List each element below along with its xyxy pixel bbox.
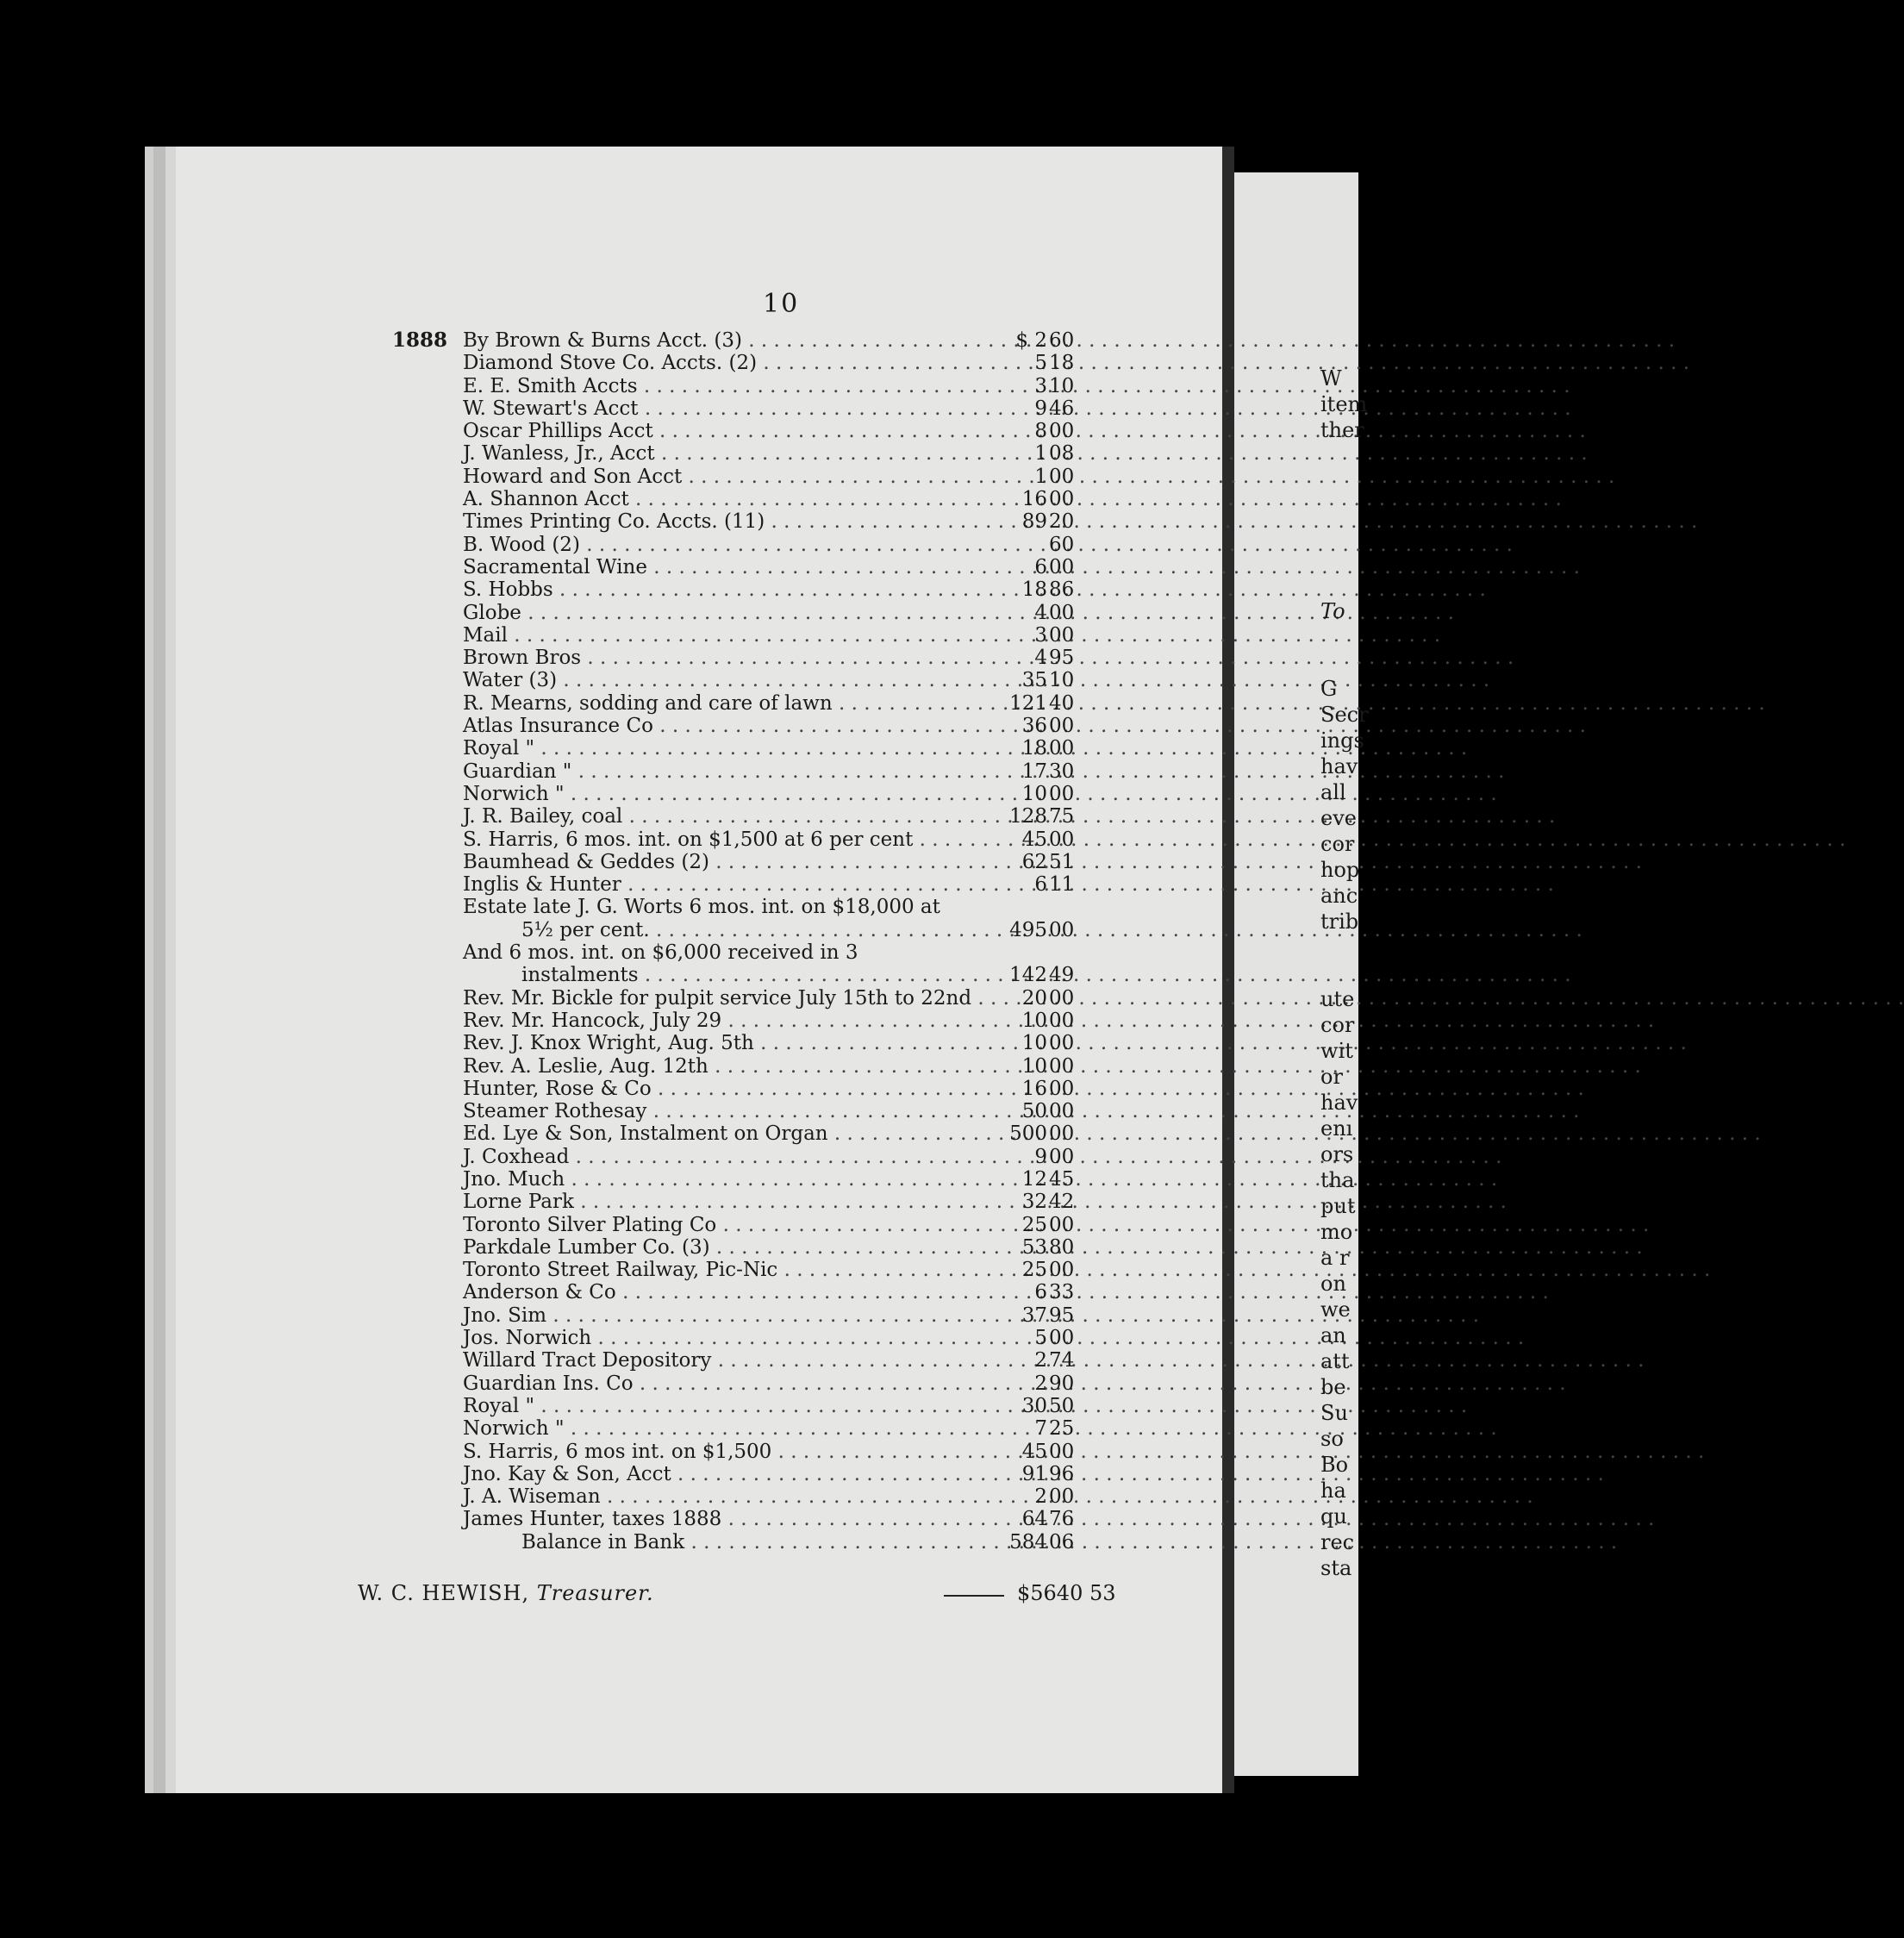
- ledger-item-name: James Hunter, taxes 1888 . . .: [463, 1508, 952, 1530]
- ledger-item-name: Times Printing Co. Accts. (11) . . .: [463, 510, 952, 533]
- ledger-row: [392, 1304, 1099, 1327]
- ledger-item-name: Atlas Insurance Co . . .: [463, 715, 952, 737]
- right-page-fragment: G: [1320, 677, 1338, 701]
- ledger-item-name: S. Harris, 6 mos. int. on $1,500 at 6 per cent . . .: [463, 828, 952, 851]
- ledger-item-name: A. Shannon Acct . . .: [463, 488, 952, 510]
- ledger-item-cents: 00: [1049, 1009, 1075, 1032]
- ledger-item-name: Water (3) . . .: [463, 669, 952, 691]
- ledger-item-cents: 00: [1049, 782, 1075, 805]
- ledger-item-dollars: 7: [1034, 1417, 1047, 1441]
- ledger-item-cents: 50: [1049, 1394, 1075, 1417]
- right-page-fragment: hop: [1320, 858, 1360, 882]
- right-page-fragment: Su: [1320, 1401, 1348, 1425]
- ledger-item-cents: 42: [1049, 1191, 1075, 1214]
- ledger-item-dollars: 89: [1021, 510, 1047, 534]
- ledger-row: [392, 1417, 1099, 1440]
- ledger-item-dollars: 6: [1034, 555, 1047, 578]
- ledger-item-dollars: 6: [1034, 873, 1047, 897]
- ledger-row: [392, 1259, 1099, 1281]
- ledger-item-name: Norwich " . . .: [463, 1417, 952, 1440]
- ledger-item-cents: 90: [1049, 1372, 1075, 1395]
- ledger-row: [392, 1485, 1099, 1508]
- ledger-item-name: Rev. Mr. Hancock, July 29 . . .: [463, 1010, 952, 1032]
- ledger-item-cents: 10: [1049, 669, 1075, 692]
- right-page-fragment: ute: [1320, 987, 1355, 1011]
- ledger-item-name: Howard and Son Acct . . .: [463, 466, 952, 488]
- ledger-item-name: Willard Tract Depository . . .: [463, 1349, 952, 1372]
- ledger-row: [392, 488, 1099, 510]
- ledger-footer: [358, 1581, 1116, 1610]
- right-page-fragment: be: [1320, 1375, 1346, 1399]
- ledger-item-dollars: 17: [1021, 760, 1047, 783]
- ledger-row: [392, 1236, 1099, 1259]
- ledger-row: [392, 375, 1099, 397]
- ledger-item-name: Jos. Norwich . . .: [463, 1327, 952, 1349]
- ledger-row: [392, 329, 1099, 352]
- ledger-item-dollars: 35: [1021, 669, 1047, 692]
- ledger-item-cents: 08: [1049, 442, 1075, 466]
- ledger-item-dollars: 142: [1009, 964, 1047, 987]
- ledger-item-name: Royal " . . .: [463, 737, 952, 760]
- treasurer-title: Treasurer.: [536, 1581, 654, 1605]
- ledger-item-cents: 95: [1049, 1303, 1075, 1327]
- ledger-item-dollars: 30: [1021, 1394, 1047, 1417]
- ledger-row: [392, 987, 1099, 1010]
- ledger-item-dollars: 128: [1009, 805, 1047, 828]
- ledger-item-dollars: 25: [1021, 1213, 1047, 1236]
- ledger-item-name: instalments . . .: [521, 964, 952, 986]
- ledger-row: [392, 1441, 1099, 1463]
- ledger-item-name: Rev. A. Leslie, Aug. 12th . . .: [463, 1055, 952, 1078]
- ledger-row: [392, 1372, 1099, 1395]
- ledger-item-cents: 18: [1049, 352, 1075, 375]
- right-page-fragment: cor: [1320, 1013, 1355, 1037]
- ledger-item-cents: 96: [1049, 1462, 1075, 1485]
- ledger-item-dollars: 16: [1021, 1077, 1047, 1100]
- ledger-item-dollars: 5: [1034, 1327, 1047, 1350]
- ledger-row: [392, 896, 1099, 918]
- ledger-item-cents: 00: [1049, 601, 1075, 624]
- ledger-item-dollars: 10: [1021, 1054, 1047, 1078]
- ledger-item-cents: 80: [1049, 1235, 1075, 1259]
- ledger-item-cents: 46: [1049, 397, 1075, 420]
- ledger-row: [392, 964, 1099, 986]
- ledger-item-dollars: 16: [1021, 488, 1047, 511]
- ledger-item-cents: 76: [1049, 1508, 1075, 1531]
- ledger-item-cents: 95: [1049, 647, 1075, 670]
- ledger-item-dollars: 25: [1021, 1259, 1047, 1282]
- ledger-item-name: E. E. Smith Accts . . .: [463, 375, 952, 397]
- right-page-fragment: so: [1320, 1427, 1344, 1451]
- ledger-item-cents: 00: [1049, 1327, 1075, 1350]
- ledger-item-name: Estate late J. G. Worts 6 mos. int. on $18,000 at: [463, 896, 940, 919]
- ledger-item-dollars: 91: [1021, 1462, 1047, 1485]
- ledger-item-dollars: 62: [1021, 850, 1047, 873]
- ledger-row: [392, 1122, 1099, 1145]
- right-page-fragment: Secr: [1320, 703, 1369, 727]
- ledger-item-cents: 00: [1049, 737, 1075, 760]
- ledger-item-name: J. Coxhead . . .: [463, 1146, 952, 1168]
- ledger-item-dollars: 9: [1034, 397, 1047, 420]
- ledger-item-cents: 00: [1049, 828, 1075, 851]
- ledger-item-dollars: 3: [1034, 623, 1047, 647]
- ledger-item-cents: 20: [1049, 510, 1075, 534]
- ledger-row: [392, 1349, 1099, 1372]
- ledger-item-name: Jno. Sim . . .: [463, 1304, 952, 1327]
- ledger-row: [392, 397, 1099, 420]
- ledger-row: [392, 442, 1099, 465]
- right-page-fragment: hav: [1320, 1091, 1358, 1115]
- ledger-row: [392, 851, 1099, 873]
- total-rule: [944, 1595, 1004, 1597]
- ledger-item-cents: 10: [1049, 374, 1075, 397]
- ledger-item-cents: 00: [1049, 918, 1075, 941]
- ledger-row: [392, 510, 1099, 533]
- ledger-item-cents: 49: [1049, 964, 1075, 987]
- ledger-item-name: S. Harris, 6 mos int. on $1,500 . . .: [463, 1441, 952, 1463]
- ledger-row: [392, 352, 1099, 374]
- ledger-row: [392, 805, 1099, 828]
- ledger-item-cents: 00: [1049, 465, 1075, 488]
- ledger-item-cents: 00: [1049, 555, 1075, 578]
- ledger-item-dollars: 4: [1034, 601, 1047, 624]
- ledger-item-dollars: 36: [1021, 715, 1047, 738]
- ledger-item-name: Toronto Silver Plating Co . . .: [463, 1214, 952, 1236]
- right-page-fragment: mo: [1320, 1220, 1353, 1244]
- ledger-item-cents: 60: [1049, 329, 1075, 352]
- ledger-item-cents: 00: [1049, 1122, 1075, 1146]
- right-page-fragment: item: [1320, 392, 1368, 416]
- ledger-row: [392, 1395, 1099, 1417]
- right-page-fragment: all: [1320, 780, 1346, 804]
- ledger-row: [392, 1146, 1099, 1168]
- ledger-row: [392, 1168, 1099, 1191]
- ledger-item-dollars: 8: [1034, 420, 1047, 443]
- ledger-row: [392, 1463, 1099, 1485]
- ledger-item-dollars: 18: [1021, 737, 1047, 760]
- ledger-item-name: Anderson & Co . . .: [463, 1281, 952, 1303]
- ledger-item-cents: 11: [1049, 873, 1075, 897]
- ledger-item-cents: 86: [1049, 578, 1075, 602]
- ledger-item-name: Rev. Mr. Bickle for pulpit service July 15th to 22nd . . .: [463, 987, 952, 1010]
- ledger-item-name: And 6 mos. int. on $6,000 received in 3: [463, 941, 858, 965]
- ledger-item-cents: 00: [1049, 1259, 1075, 1282]
- ledger-item-cents: 00: [1049, 1077, 1075, 1100]
- ledger-item-dollars: 2: [1034, 1485, 1047, 1509]
- ledger-item-name: By Brown & Burns Acct. (3) . . .: [463, 329, 952, 352]
- ledger-row: [392, 1214, 1099, 1236]
- ledger-row: [392, 669, 1099, 691]
- right-page-fragment: qu: [1320, 1504, 1347, 1529]
- right-page-fragment: W: [1320, 366, 1342, 391]
- ledger-item-name: Diamond Stove Co. Accts. (2) . . .: [463, 352, 952, 374]
- ledger-item-name: Norwich " . . .: [463, 783, 952, 805]
- ledger-list: [392, 329, 1099, 1554]
- right-page-fragment: or: [1320, 1065, 1343, 1089]
- right-page-fragment: cor: [1320, 832, 1355, 856]
- ledger-item-name: J. A. Wiseman . . .: [463, 1485, 952, 1508]
- ledger-item-cents: 00: [1049, 1032, 1075, 1055]
- right-page-fragment: Bo: [1320, 1453, 1349, 1477]
- ledger-item-name: B. Wood (2) . . .: [463, 534, 952, 556]
- ledger-item-name: 5½ per cent. . . .: [521, 919, 952, 941]
- page-number: 10: [763, 289, 800, 319]
- ledger-item-name: Parkdale Lumber Co. (3) . . .: [463, 1236, 952, 1259]
- ledger-year: 1888: [392, 328, 448, 352]
- right-page-fragment: a r: [1320, 1246, 1350, 1270]
- ledger-item-name: Jno. Much . . .: [463, 1168, 952, 1191]
- ledger-item-cents: 00: [1049, 1100, 1075, 1123]
- right-page-fragment: an: [1320, 1323, 1346, 1347]
- ledger-item-name: Brown Bros . . .: [463, 647, 952, 669]
- ledger-row: [392, 624, 1099, 647]
- ledger-item-name: S. Hobbs . . .: [463, 578, 952, 601]
- ledger-item-dollars: 3: [1034, 374, 1047, 397]
- right-page-fragment: wit: [1320, 1039, 1353, 1063]
- ledger-item-dollars: 10: [1021, 1032, 1047, 1055]
- ledger-item-cents: 00: [1049, 986, 1075, 1010]
- ledger-item-dollars: 32: [1021, 1191, 1047, 1214]
- ledger-row: [392, 1100, 1099, 1122]
- ledger-row: [392, 1078, 1099, 1100]
- ledger-item-dollars: 12: [1021, 1167, 1047, 1191]
- ledger-item-dollars: 50: [1021, 1100, 1047, 1123]
- ledger-row: [392, 715, 1099, 737]
- ledger-item-name: Hunter, Rose & Co . . .: [463, 1078, 952, 1100]
- ledger-item-name: Toronto Street Railway, Pic-Nic . . .: [463, 1259, 952, 1281]
- ledger-row: [392, 919, 1099, 941]
- ledger-row: [392, 1531, 1099, 1554]
- right-page-fragment: on: [1320, 1272, 1346, 1296]
- ledger-row: [392, 556, 1099, 578]
- ledger-item-dollars: 18: [1021, 578, 1047, 602]
- ledger-item-name: R. Mearns, sodding and care of lawn . . .: [463, 692, 952, 715]
- ledger-item-dollars: 2: [1034, 1349, 1047, 1372]
- ledger-item-cents: 00: [1049, 488, 1075, 511]
- ledger-item-name: Ed. Lye & Son, Instalment on Organ . . .: [463, 1122, 952, 1145]
- ledger-item-name: Guardian " . . .: [463, 760, 952, 783]
- ledger-item-name: Steamer Rothesay . . .: [463, 1100, 952, 1122]
- ledger-item-cents: 60: [1049, 533, 1075, 556]
- right-page-fragment: enı: [1320, 1116, 1353, 1141]
- ledger-item-cents: 33: [1049, 1281, 1075, 1304]
- ledger-row: [392, 760, 1099, 783]
- right-page-fragment: tha: [1320, 1168, 1355, 1192]
- right-page-fragment: eve: [1320, 806, 1357, 830]
- ledger-item-name: Sacramental Wine . . .: [463, 556, 952, 578]
- treasurer-name: W. C. HEWISH,: [358, 1581, 530, 1605]
- ledger-row: [392, 873, 1099, 896]
- ledger-item-cents: 74: [1049, 1349, 1075, 1372]
- grand-total: $5640 53: [1017, 1581, 1116, 1605]
- ledger-item-dollars: 10: [1021, 1009, 1047, 1032]
- ledger-item-name: Globe . . .: [463, 602, 952, 624]
- ledger-row: [392, 1281, 1099, 1303]
- ledger-item-name: Oscar Phillips Acct . . .: [463, 420, 952, 442]
- ledger-item-cents: 40: [1049, 691, 1075, 715]
- ledger-item-cents: 00: [1049, 1440, 1075, 1463]
- ledger-row: [392, 941, 1099, 964]
- ledger-item-dollars: 20: [1021, 986, 1047, 1010]
- ledger-item-dollars: 64: [1021, 1508, 1047, 1531]
- ledger-item-dollars: 584: [1009, 1530, 1047, 1554]
- right-page-fragment: put: [1320, 1194, 1356, 1218]
- ledger-item-cents: 00: [1049, 1213, 1075, 1236]
- right-page-fragment: anc: [1320, 884, 1358, 908]
- ledger-item-name: Jno. Kay & Son, Acct . . .: [463, 1463, 952, 1485]
- ledger-item-name: W. Stewart's Acct . . .: [463, 397, 952, 420]
- ledger-row: [392, 420, 1099, 442]
- ledger-row: [392, 737, 1099, 760]
- ledger-item-cents: 00: [1049, 1054, 1075, 1078]
- right-page-fragment: hav: [1320, 754, 1358, 778]
- right-page-fragment: att: [1320, 1349, 1350, 1373]
- ledger-item-name: Mail . . .: [463, 624, 952, 647]
- ledger-item-dollars: 5: [1034, 352, 1047, 375]
- ledger-item-dollars: 10: [1021, 782, 1047, 805]
- ledger-row: [392, 602, 1099, 624]
- ledger-item-name: Baumhead & Geddes (2) . . .: [463, 851, 952, 873]
- ledger-item-dollars: 121: [1009, 691, 1047, 715]
- ledger-row: [392, 647, 1099, 669]
- ledger-row: [392, 1508, 1099, 1530]
- ledger-item-name: Inglis & Hunter . . .: [463, 873, 952, 896]
- ledger-item-cents: 06: [1049, 1530, 1075, 1554]
- ledger-item-cents: 30: [1049, 760, 1075, 783]
- ledger-item-name: Rev. J. Knox Wright, Aug. 5th . . .: [463, 1032, 952, 1054]
- ledger-row: [392, 1191, 1099, 1213]
- ledger-item-dollars: 45: [1021, 1440, 1047, 1463]
- right-page-fragment: To: [1320, 599, 1345, 623]
- ledger-item-dollars: 45: [1021, 828, 1047, 851]
- ledger-item-cents: 25: [1049, 1417, 1075, 1441]
- ledger-row: [392, 1327, 1099, 1349]
- ledger-row: [392, 828, 1099, 851]
- ledger-row: [392, 534, 1099, 556]
- right-page-fragment: sta: [1320, 1556, 1352, 1580]
- ledger-item-dollars: 6: [1034, 1281, 1047, 1304]
- ledger-row: [392, 466, 1099, 488]
- ledger-item-cents: 51: [1049, 850, 1075, 873]
- right-page-fragment: trib: [1320, 910, 1359, 934]
- ledger-item-name: J. Wanless, Jr., Acct . . .: [463, 442, 952, 465]
- ledger-item-name: Lorne Park . . .: [463, 1191, 952, 1213]
- right-page-fragment: ings: [1320, 728, 1364, 753]
- ledger-row: [392, 783, 1099, 805]
- ledger-item-cents: 00: [1049, 1145, 1075, 1168]
- ledger-item-dollars: 2: [1034, 1372, 1047, 1395]
- ledger-item-cents: 00: [1049, 623, 1075, 647]
- ledger-item-dollars: 500: [1009, 1122, 1047, 1146]
- right-page-fragment: ther: [1320, 418, 1364, 442]
- ledger-item-name: J. R. Bailey, coal . . .: [463, 805, 952, 828]
- ledger-item-name: Balance in Bank . . .: [521, 1531, 952, 1554]
- right-page-fragment: ors: [1320, 1142, 1354, 1166]
- ledger-item-cents: 00: [1049, 715, 1075, 738]
- ledger-item-dollars: 4: [1034, 647, 1047, 670]
- ledger-item-dollars: 9: [1034, 1145, 1047, 1168]
- ledger-item-dollars: 37: [1021, 1303, 1047, 1327]
- ledger-item-name: Royal " . . .: [463, 1395, 952, 1417]
- ledger-row: [392, 1032, 1099, 1054]
- ledger-item-dollars: $ 2: [1015, 329, 1047, 352]
- ledger-item-cents: 00: [1049, 420, 1075, 443]
- right-page-fragment: we: [1320, 1297, 1351, 1322]
- ledger-item-cents: 75: [1049, 805, 1075, 828]
- ledger-item-dollars: 1: [1034, 442, 1047, 466]
- right-page-fragment: ha: [1320, 1479, 1346, 1503]
- ledger-item-dollars: 495: [1009, 918, 1047, 941]
- ledger-row: [392, 578, 1099, 601]
- ledger-item-dollars: 1: [1034, 465, 1047, 488]
- ledger-item-cents: 45: [1049, 1167, 1075, 1191]
- ledger-row: [392, 1010, 1099, 1032]
- treasurer-signature: [358, 1581, 654, 1605]
- right-page-fragment: rec: [1320, 1530, 1355, 1554]
- ledger-row: [392, 692, 1099, 715]
- ledger-item-name: Guardian Ins. Co . . .: [463, 1372, 952, 1395]
- ledger-item-cents: 00: [1049, 1485, 1075, 1509]
- ledger-item-dollars: 53: [1021, 1235, 1047, 1259]
- ledger-row: [392, 1055, 1099, 1078]
